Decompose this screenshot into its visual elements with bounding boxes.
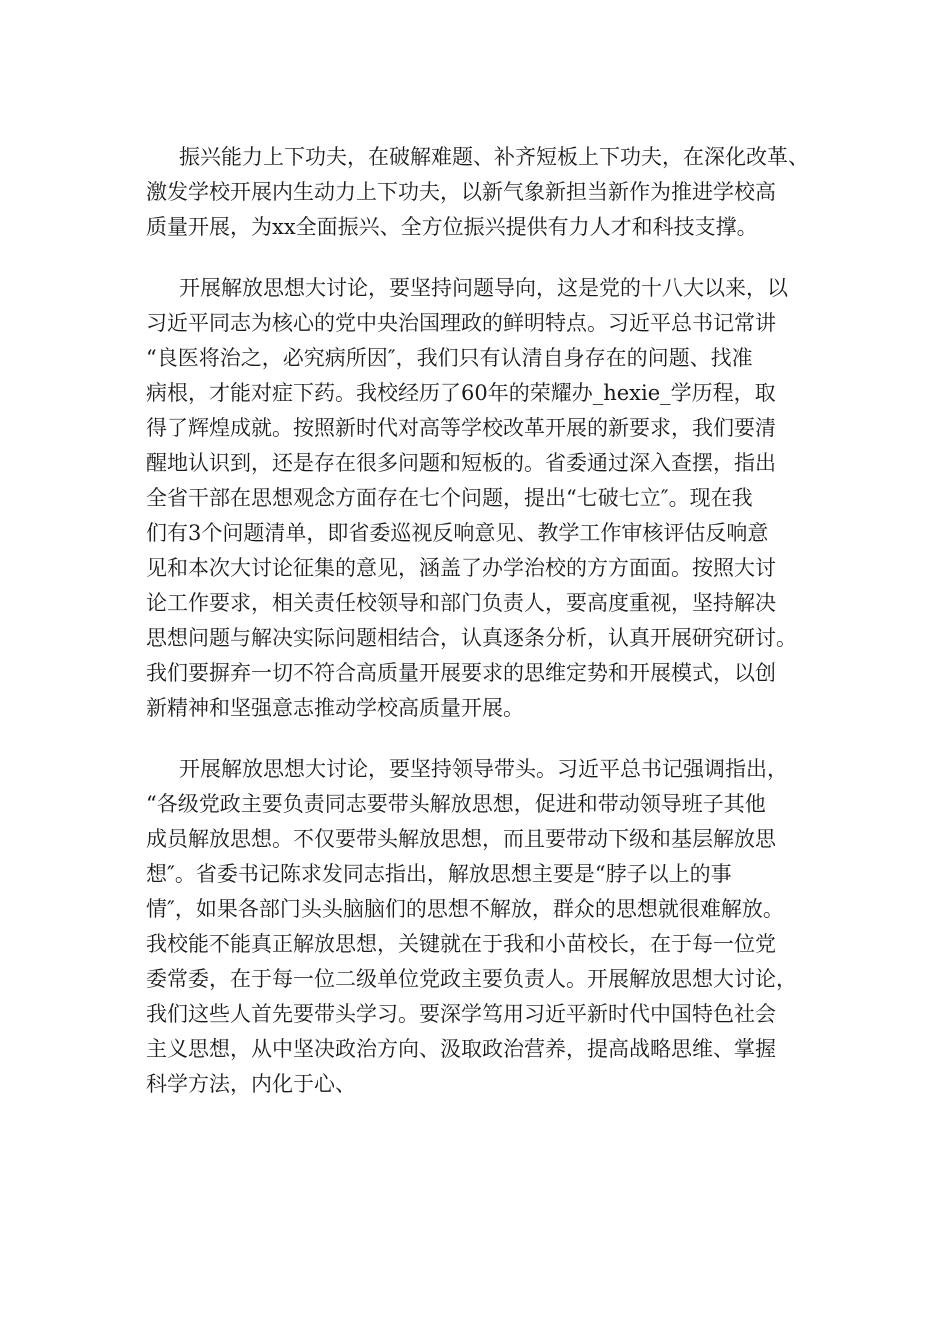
text-line: 质量开展，为xx全面振兴、全方位振兴提供有力人才和科技支撑。: [146, 215, 758, 239]
text-line: 们有3个问题清单，即省委巡视反响意见、教学工作审核评估反响意: [146, 521, 769, 545]
paragraph-3: [146, 752, 806, 1102]
text-line: 习近平同志为核心的党中央治国理政的鲜明特点。习近平总书记常讲: [146, 311, 776, 335]
text-line: “各级党政主要负责同志要带头解放思想，促进和带动领导班子其他: [146, 792, 766, 816]
text-line: 我们要摒弃一切不符合高质量开展要求的思维定势和开展模式，以创: [146, 661, 776, 685]
text-line: 醒地认识到，还是存在很多问题和短板的。省委通过深入查摆，指出: [146, 451, 776, 475]
text-line: 激发学校开展内生动力上下功夫，以新气象新担当新作为推进学校高: [146, 180, 776, 204]
text-line: 思想问题与解决实际问题相结合，认真逐条分析，认真开展研究研讨。: [146, 626, 797, 650]
text-line: 开展解放思想大讨论，要坚持领导带头。习近平总书记强调指出，: [179, 757, 788, 781]
document-body: [146, 140, 809, 1128]
text-line: 我们这些人首先要带头学习。要深学笃用习近平新时代中国特色社会: [146, 1002, 776, 1026]
text-line: 主义思想，从中坚决政治方向、汲取政治营养，提高战略思维、掌握: [146, 1037, 776, 1061]
text-line: 振兴能力上下功夫，在破解难题、补齐短板上下功夫，在深化改革、: [179, 145, 809, 169]
text-line: 病根，才能对症下药。我校经历了60年的荣耀办_hexie_学历程，取: [146, 381, 776, 405]
text-line: 情″，如果各部门头头脑脑们的思想不解放，群众的思想就很难解放。: [146, 897, 784, 921]
text-line: 我校能不能真正解放思想，关键就在于我和小苗校长，在于每一位党: [146, 932, 776, 956]
text-line: 得了辉煌成就。按照新时代对高等学校改革开展的新要求，我们要清: [146, 416, 776, 440]
text-line: 开展解放思想大讨论，要坚持问题导向，这是党的十八大以来，以: [179, 276, 788, 300]
text-line: 科学方法，内化于心、: [146, 1072, 356, 1096]
text-line: “良医将治之，必究病所因″，我们只有认清自身存在的问题、找准: [146, 346, 753, 370]
text-line: 委常委，在于每一位二级单位党政主要负责人。开展解放思想大讨论，: [146, 967, 797, 991]
text-line: 新精神和坚强意志推动学校高质量开展。: [146, 696, 524, 720]
text-line: 想″。省委书记陈求发同志指出，解放思想主要是“脖子以上的事: [146, 862, 732, 886]
paragraph-1: [146, 140, 809, 245]
text-line: 论工作要求，相关责任校领导和部门负责人，要高度重视，坚持解决: [146, 591, 776, 615]
text-line: 全省干部在思想观念方面存在七个问题，提出“七破七立″。现在我: [146, 486, 753, 510]
text-line: 见和本次大讨论征集的意见，涵盖了办学治校的方方面面。按照大讨: [146, 556, 776, 580]
text-line: 成员解放思想。不仅要带头解放思想，而且要带动下级和基层解放思: [146, 827, 776, 851]
paragraph-2: [146, 271, 806, 726]
